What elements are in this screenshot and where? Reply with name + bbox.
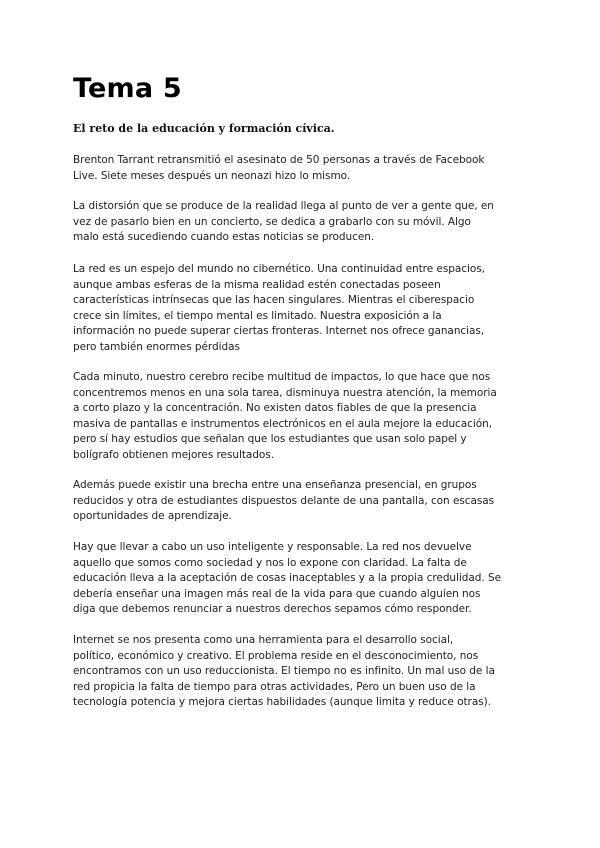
paragraph-line: La distorsión que se produce de la realidad llega al punto de ver a gente que, en [73, 200, 494, 212]
paragraph-line: aquello que somos como sociedad y nos lo expone con claridad. La falta de [73, 556, 467, 569]
paragraph-line: vez de pasarlo bien en un concierto, se dedica a grabarlo con su móvil. Algo [73, 215, 471, 228]
paragraph-line: a corto plazo y la concentración. No existen datos fiables de que la presencia [73, 402, 477, 415]
paragraph-7 [73, 633, 533, 711]
paragraph-4 [73, 370, 533, 464]
paragraph-line: Hay que llevar a cabo un uso inteligente y responsable. La red nos devuelve [73, 541, 472, 553]
paragraph-line: pero también enormes pérdidas [73, 340, 240, 353]
paragraph-line: información no puede superar ciertas fronteras. Internet nos ofrece ganancias, [73, 325, 485, 338]
paragraph-line: encontramos con un uso reduccionista. El tiempo no es infinito. Un mal uso de la [73, 665, 495, 678]
page-title: Tema 5 [73, 73, 182, 104]
paragraph-line: educación lleva a la aceptación de cosas inaceptables y a la propia credulidad. Se [73, 572, 501, 585]
paragraph-1 [73, 153, 533, 184]
paragraph-5 [73, 478, 533, 525]
paragraph-line: La red es un espejo del mundo no cibernético. Una continuidad entre espacios, [73, 263, 485, 275]
paragraph-line: Cada minuto, nuestro cerebro recibe multitud de impactos, lo que hace que nos [73, 371, 491, 383]
paragraph-line: red propicia la falta de tiempo para otras actividades, Pero un buen uso de la [73, 680, 476, 693]
paragraph-line: Live. Siete meses después un neonazi hizo lo mismo. [73, 169, 351, 182]
paragraph-line: político, económico y creativo. El problema reside en el desconocimiento, nos [73, 649, 479, 662]
paragraph-3 [73, 262, 533, 356]
paragraph-line: concentremos menos en una sola tarea, disminuya nuestra atención, la memoria [73, 386, 497, 399]
paragraph-line: Internet se nos presenta como una herramienta para el desarrollo social, [73, 634, 454, 646]
paragraph-line: tecnología potencia y mejora ciertas habilidades (aunque limita y reduce otras). [73, 696, 491, 709]
paragraph-line: aunque ambas esferas de la misma realidad estén conectadas poseen [73, 278, 441, 291]
paragraph-2 [73, 199, 533, 246]
paragraph-line: Además puede existir una brecha entre una enseñanza presencial, en grupos [73, 479, 477, 491]
paragraph-line: crece sin límites, el tiempo mental es limitado. Nuestra exposición a la [73, 309, 442, 322]
section-subtitle: El reto de la educación y formación cívica. [73, 122, 335, 135]
paragraph-line: malo está sucediendo cuando estas noticias se producen. [73, 231, 375, 244]
paragraph-line: debería enseñar una imagen más real de la vida para que cuando alguien nos [73, 587, 481, 600]
paragraph-line: Brenton Tarrant retransmitió el asesinato de 50 personas a través de Facebook [73, 154, 485, 166]
paragraph-line: diga que debemos renunciar a nuestros derechos sepamos cómo responder. [73, 603, 472, 616]
paragraph-line: oportunidades de aprendizaje. [73, 510, 232, 523]
paragraph-line: masiva de pantallas e instrumentos electrónicos en el aula mejore la educación, [73, 417, 493, 430]
paragraph-line: pero sí hay estudios que señalan que los estudiantes que usan solo papel y [73, 433, 467, 446]
paragraph-6 [73, 540, 533, 618]
paragraph-line: características intrínsecas que las hacen singulares. Mientras el ciberespacio [73, 294, 475, 307]
paragraph-line: reducidos y otra de estudiantes dispuestos delante de una pantalla, con escasas [73, 494, 495, 507]
paragraph-line: bolígrafo obtienen mejores resultados. [73, 448, 275, 461]
